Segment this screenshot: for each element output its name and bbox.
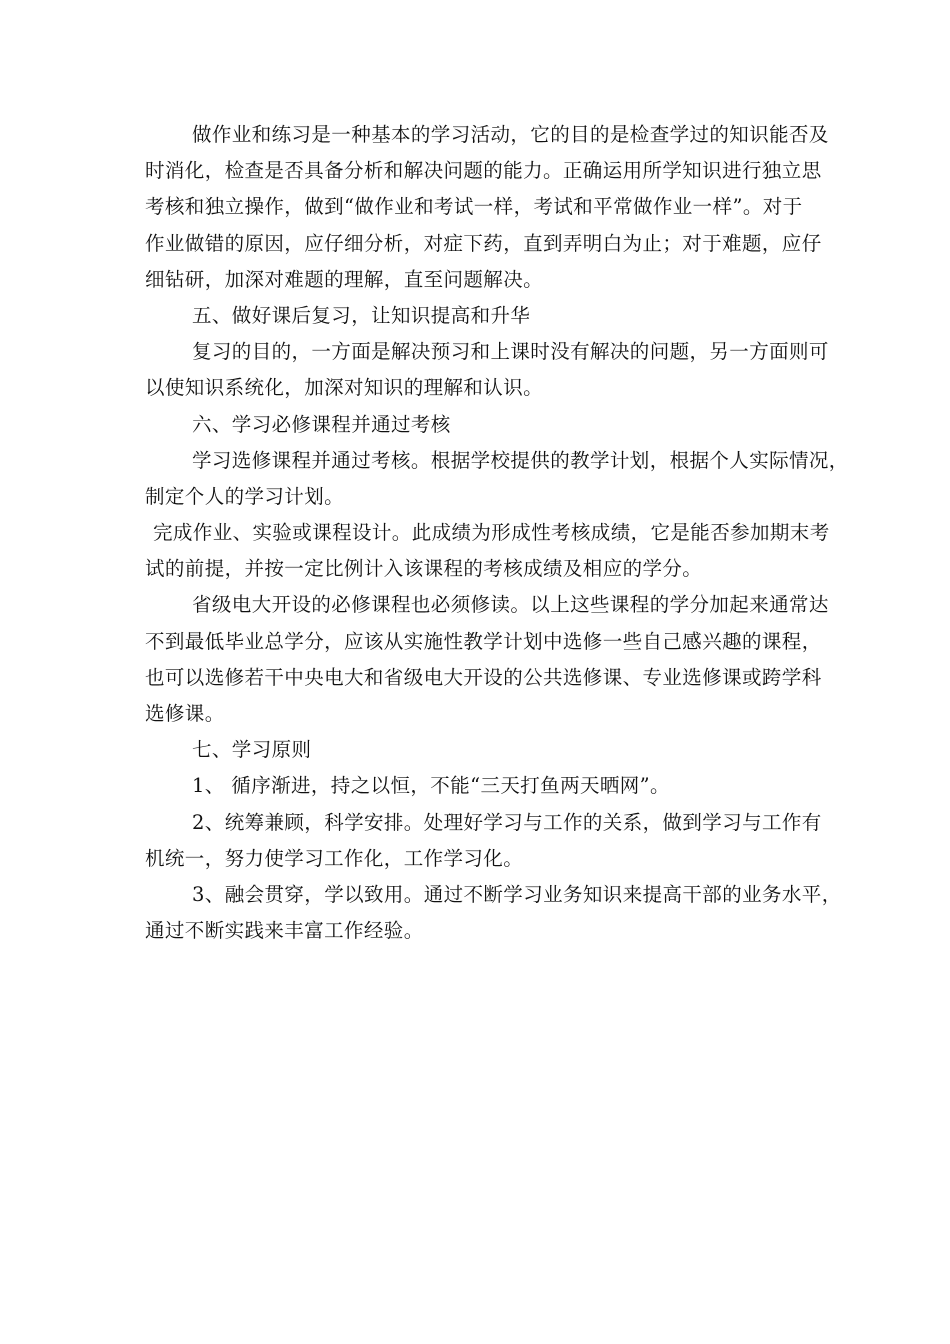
paragraph-line: 作业做错的原因，应仔细分析，对症下药，直到弄明白为止；对于难题，应仔 — [145, 231, 822, 255]
paragraph-line: 细钻研，加深对难题的理解，直至问题解决。 — [145, 267, 544, 291]
paragraph-line: 通过不断实践来丰富工作经验。 — [145, 919, 424, 943]
paragraph-line: 省级电大开设的必修课程也必须修读。以上这些课程的学分加起来通常达 — [192, 593, 829, 617]
paragraph-line: 试的前提，并按一定比例计入该课程的考核成绩及相应的学分。 — [145, 557, 703, 581]
section-heading-5: 五、做好课后复习，让知识提高和升华 — [192, 303, 531, 327]
section-heading-7: 七、学习原则 — [192, 738, 312, 762]
paragraph-line: 时消化，检查是否具备分析和解决问题的能力。正确运用所学知识进行独立思 — [145, 159, 822, 183]
paragraph-line: 以使知识系统化，加深对知识的理解和认识。 — [145, 376, 544, 400]
list-item-3: 3、融会贯穿，学以致用。通过不断学习业务知识来提高干部的业务水平， — [192, 882, 842, 906]
paragraph-line: 复习的目的，一方面是解决预习和上课时没有解决的问题，另一方面则可 — [192, 340, 829, 364]
paragraph-line: 制定个人的学习计划。 — [145, 484, 345, 508]
section-heading-6: 六、学习必修课程并通过考核 — [192, 412, 451, 436]
list-item-1: 1、 循序渐进，持之以恒，不能“三天打鱼两天晒网”。 — [192, 774, 670, 798]
paragraph-line: 也可以选修若干中央电大和省级电大开设的公共选修课、专业选修课或跨学科 — [145, 665, 822, 689]
list-item-2: 2、统筹兼顾，科学安排。处理好学习与工作的关系，做到学习与工作有 — [192, 810, 822, 834]
paragraph-line: 机统一，努力使学习工作化，工作学习化。 — [145, 846, 524, 870]
document-body — [145, 117, 849, 949]
paragraph-line: 做作业和练习是一种基本的学习活动，它的目的是检查学过的知识能否及 — [192, 123, 829, 146]
paragraph-line: 不到最低毕业总学分，应该从实施性教学计划中选修一些自己感兴趣的课程， — [145, 629, 822, 653]
paragraph-line: 完成作业、实验或课程设计。此成绩为形成性考核成绩，它是能否参加期末考 — [153, 521, 830, 545]
paragraph-line: 学习选修课程并通过考核。根据学校提供的教学计划，根据个人实际情况， — [192, 448, 849, 472]
paragraph-line: 选修课。 — [145, 702, 225, 725]
paragraph-line: 考核和独立操作，做到“做作业和考试一样，考试和平常做作业一样”。对于 — [145, 195, 803, 219]
